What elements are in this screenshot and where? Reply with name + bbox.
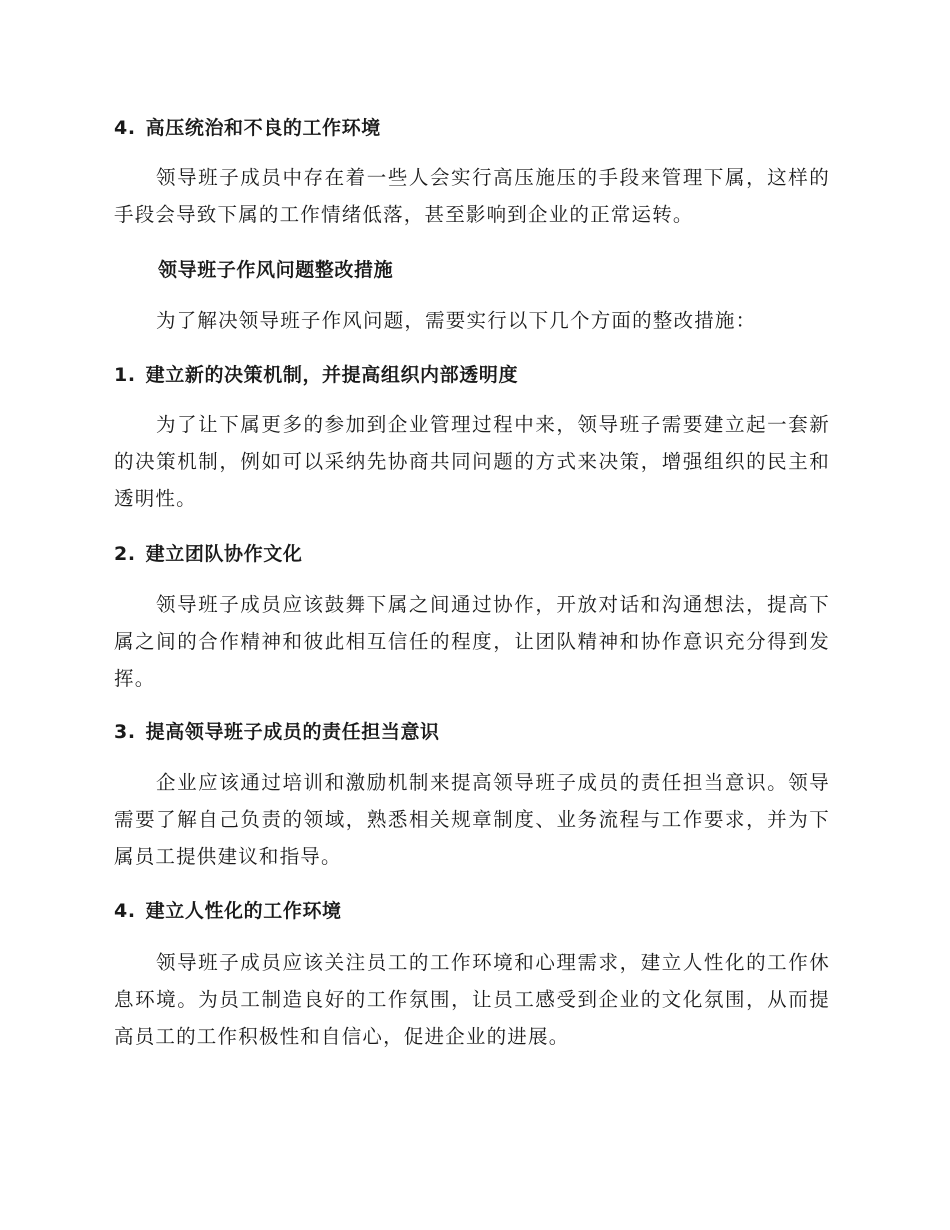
paragraph-responsibility: 企业应该通过培训和激励机制来提高领导班子成员的责任担当意识。领导需要了解自己负责的领域，熟悉相关规章制度、业务流程与工作要求，并为下属员工提供建议和指导。: [114, 771, 830, 868]
heading-number: 3.: [114, 721, 136, 743]
heading-text: 建立人性化的工作环境: [145, 900, 342, 922]
heading-number: 1.: [114, 364, 136, 386]
heading-number: 2.: [114, 543, 136, 565]
heading-number: 4.: [114, 900, 136, 922]
heading-number: 4.: [114, 117, 136, 139]
section-heading-rectification: 领导班子作风问题整改措施: [158, 259, 394, 281]
paragraph-high-pressure: 领导班子成员中存在着一些人会实行高压施压的手段来管理下属，这样的手段会导致下属的工作情绪低落，甚至影响到企业的正常运转。: [114, 166, 830, 226]
heading-text: 提高领导班子成员的责任担当意识: [145, 721, 440, 743]
heading-text: 建立新的决策机制，并提高组织内部透明度: [145, 364, 519, 386]
section-heading-high-pressure: [114, 114, 830, 142]
heading-text: 建立团队协作文化: [145, 543, 303, 565]
paragraph-humane-environment: 领导班子成员应该关注员工的工作环境和心理需求，建立人性化的工作休息环境。为员工制造良好的工作氛围，让员工感受到企业的文化氛围，从而提高员工的工作积极性和自信心，促进企业的进展。: [114, 951, 830, 1048]
paragraph-decision-mechanism: 为了让下属更多的参加到企业管理过程中来，领导班子需要建立起一套新的决策机制，例如可以采纳先协商共同问题的方式来决策，增强组织的民主和透明性。: [114, 413, 830, 510]
paragraph-rectification-intro: 为了解决领导班子作风问题，需要实行以下几个方面的整改措施：: [156, 309, 757, 332]
section-heading-responsibility: [114, 718, 830, 746]
section-heading-team-culture: [114, 540, 830, 568]
section-heading-decision-mechanism: [114, 361, 830, 389]
heading-text: 高压统治和不良的工作环境: [145, 117, 381, 139]
paragraph-team-culture: 领导班子成员应该鼓舞下属之间通过协作，开放对话和沟通想法，提高下属之间的合作精神和彼此相互信任的程度，让团队精神和协作意识充分得到发挥。: [114, 593, 830, 690]
section-heading-humane-environment: [114, 897, 830, 925]
